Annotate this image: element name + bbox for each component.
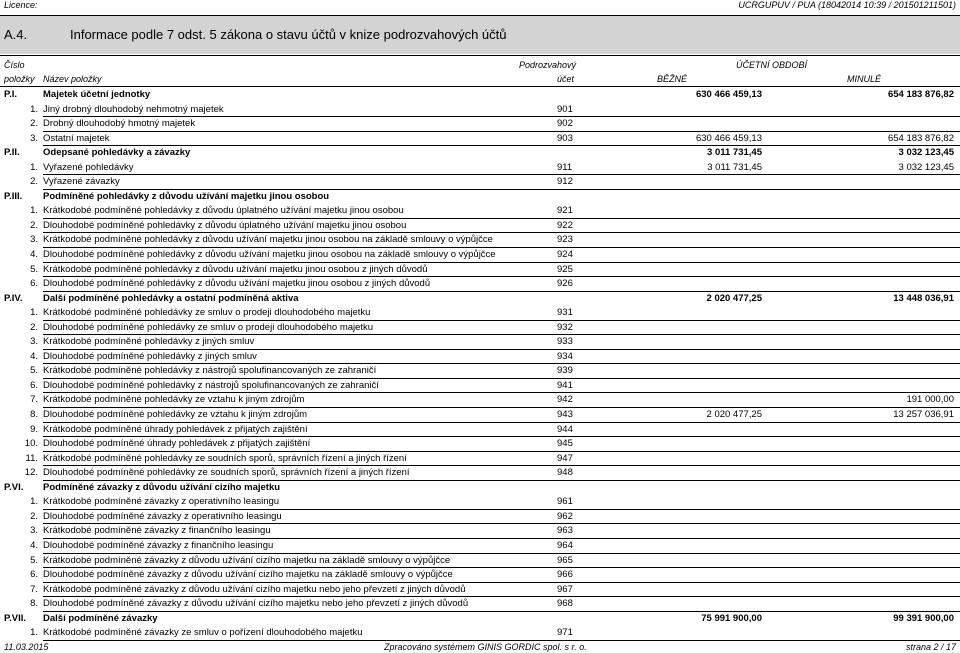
item-account: 921 (557, 205, 573, 217)
item-name: Dlouhodobé podmíněné závazky z důvodu užívání cizího majetku nebo jeho převzetí z jiných důvodů (43, 598, 469, 610)
group-row (0, 146, 960, 161)
item-number: P.I. (4, 89, 18, 100)
table-row (0, 350, 960, 365)
item-account: 962 (557, 510, 573, 522)
item-previous-period: 99 391 900,00 (893, 612, 954, 624)
item-account: 934 (557, 350, 573, 362)
table-row (0, 393, 960, 408)
item-name: Majetek účetní jednotky (43, 89, 151, 100)
item-previous-period: 3 032 123,45 (898, 161, 954, 173)
report-id: UCRGUPUV / PUA (18042014 10:39 / 201501211501) (738, 0, 956, 10)
header-ucetni-obdobi: ÚČETNÍ OBDOBÍ (736, 60, 808, 70)
table-row (0, 452, 960, 467)
item-name: Dlouhodobé podmíněné pohledávky z důvodu užívání majetku jinou osobou z jiných důvodů (43, 278, 431, 290)
item-number: 4. (30, 249, 38, 261)
item-number: 12. (24, 467, 38, 479)
item-account: 925 (557, 263, 573, 275)
header-podrozvahovy: Podrozvahový (519, 60, 577, 70)
item-account: 926 (557, 278, 573, 290)
item-name: Další podmíněné pohledávky a ostatní podmíněná aktiva (43, 292, 299, 304)
item-previous-period: 3 032 123,45 (898, 147, 954, 159)
item-number: 5. (30, 263, 38, 275)
item-number: 1. (30, 496, 38, 508)
item-number: 1. (30, 307, 38, 319)
table-row (0, 524, 960, 539)
table-row (0, 626, 960, 641)
item-number: 3. (30, 525, 38, 537)
item-account: 923 (557, 234, 573, 246)
item-name: Drobný dlouhodobý hmotný majetek (43, 118, 196, 130)
item-name: Krátkodobé podmíněné pohledávky z nástrojů spolufinancovaných ze zahraničí (43, 365, 377, 377)
item-account: 902 (557, 118, 573, 130)
footer-system: Zpracováno systémem GINIS GORDIC spol. s r. o. (384, 642, 587, 652)
item-account: 944 (557, 423, 573, 435)
item-current-period: 2 020 477,25 (706, 292, 762, 304)
header-bottom-rule (0, 86, 960, 87)
item-name: Krátkodobé podmíněné pohledávky z důvodu úplatného užívání majetku jinou osobou (43, 205, 404, 217)
item-number: P.VII. (4, 612, 27, 624)
item-account: 942 (557, 394, 573, 406)
section-number: A.4. (4, 27, 28, 42)
header-minule: MINULÉ (847, 74, 882, 84)
item-number: 3. (30, 234, 38, 246)
item-account: 943 (557, 409, 573, 421)
group-row (0, 190, 960, 205)
item-number: 1. (30, 627, 38, 639)
table-row (0, 175, 960, 190)
item-current-period: 3 011 731,45 (707, 147, 762, 159)
item-name: Dlouhodobé podmíněné závazky z finančního leasingu (43, 539, 274, 551)
table-row (0, 277, 960, 292)
item-name: Dlouhodobé podmíněné závazky z operativního leasingu (43, 510, 282, 522)
item-previous-period: 654 183 876,82 (887, 89, 954, 100)
item-current-period: 630 466 459,13 (695, 89, 762, 100)
item-number: 6. (30, 278, 38, 290)
item-account: 931 (557, 307, 573, 319)
table-row (0, 379, 960, 394)
item-number: P.VI. (4, 481, 24, 493)
header-ucet: účet (557, 74, 575, 84)
table-row (0, 263, 960, 278)
table-row (0, 437, 960, 452)
item-current-period: 630 466 459,13 (695, 132, 762, 144)
item-name: Krátkodobé podmíněné pohledávky ze vztahu k jiným zdrojům (43, 394, 305, 406)
item-number: P.III. (4, 190, 23, 202)
item-name: Dlouhodobé podmíněné pohledávky ze smluv o prodeji dlouhodobého majetku (43, 321, 374, 333)
row-separator (43, 640, 960, 641)
table-row (0, 539, 960, 554)
item-account: 964 (557, 539, 573, 551)
table-row (0, 306, 960, 321)
section-title-bar (0, 15, 960, 54)
item-account: 939 (557, 365, 573, 377)
item-number: P.II. (4, 147, 20, 159)
table-row (0, 495, 960, 510)
table-row (0, 364, 960, 379)
item-name: Dlouhodobé podmíněné pohledávky z nástrojů spolufinancovaných ze zahraničí (43, 379, 379, 391)
item-number: 4. (30, 539, 38, 551)
page-footer (0, 642, 960, 653)
item-number: 5. (30, 554, 38, 566)
table-row (0, 335, 960, 350)
item-account: 941 (557, 379, 573, 391)
item-name: Krátkodobé podmíněné pohledávky z důvodu užívání majetku jinou osobou na základě smlouvy o výpůjčce (43, 234, 493, 246)
table-row (0, 321, 960, 336)
item-account: 963 (557, 525, 573, 537)
item-account: 965 (557, 554, 573, 566)
table-row (0, 510, 960, 525)
item-name: Vyřazené pohledávky (43, 161, 134, 173)
item-previous-period: 13 448 036,91 (893, 292, 954, 304)
item-name: Dlouhodobé podmíněné pohledávky z důvodu užívání majetku jinou osobou na základě smlouvy o výpůjčce (43, 249, 496, 261)
item-number: P.IV. (4, 292, 23, 304)
item-account: 912 (557, 176, 573, 188)
item-name: Podmíněné závazky z důvodu užívání cizího majetku (43, 481, 281, 493)
item-current-period: 2 020 477,25 (706, 409, 762, 421)
item-name: Dlouhodobé podmíněné úhrady pohledávek z přijatých zajištění (43, 438, 311, 450)
header-top-rule (0, 55, 960, 56)
item-account: 947 (557, 452, 573, 464)
item-number: 1. (30, 161, 38, 173)
item-account: 911 (557, 161, 573, 173)
footer-date: 11.03.2015 (4, 642, 49, 652)
item-account: 968 (557, 598, 573, 610)
item-account: 945 (557, 438, 573, 450)
item-name: Jiný drobný dlouhodobý nehmotný majetek (43, 103, 224, 115)
item-name: Krátkodobé podmíněné úhrady pohledávek z přijatých zajištění (43, 423, 308, 435)
item-account: 901 (557, 103, 573, 115)
item-previous-period: 13 257 036,91 (893, 409, 954, 421)
table-row (0, 161, 960, 176)
item-name: Krátkodobé podmíněné pohledávky z jiných smluv (43, 336, 255, 348)
item-name: Krátkodobé podmíněné závazky z operativního leasingu (43, 496, 280, 508)
header-bezne: BĚŽNÉ (657, 74, 688, 84)
item-number: 7. (30, 394, 38, 406)
item-name: Dlouhodobé podmíněné pohledávky ze vztahu k jiným zdrojům (43, 409, 308, 421)
item-name: Krátkodobé podmíněné pohledávky ze soudních sporů, správních řízení a jiných řízení (43, 452, 407, 464)
table-row (0, 466, 960, 481)
item-number: 1. (30, 205, 38, 217)
item-number: 2. (30, 219, 38, 231)
item-number: 1. (30, 103, 38, 115)
item-previous-period: 654 183 876,82 (887, 132, 954, 144)
item-account: 933 (557, 336, 573, 348)
group-row (0, 481, 960, 496)
item-name: Krátkodobé podmíněné závazky z finančního leasingu (43, 525, 271, 537)
item-name: Krátkodobé podmíněné závazky z důvodu užívání cizího majetku na základě smlouvy o výpůjčce (43, 554, 451, 566)
group-row (0, 88, 960, 103)
item-previous-period: 191 000,00 (906, 394, 954, 406)
item-name: Krátkodobé podmíněné závazky ze smluv o pořízení dlouhodobého majetku (43, 627, 363, 639)
group-row (0, 292, 960, 307)
item-account: 966 (557, 569, 573, 581)
licence-label: Licence: (4, 0, 38, 10)
item-name: Krátkodobé podmíněné závazky z důvodu užívání cizího majetku nebo jeho převzetí z jiných důvodů (43, 583, 466, 595)
item-number: 6. (30, 569, 38, 581)
item-name: Vyřazené závazky (43, 176, 120, 188)
item-number: 2. (30, 176, 38, 188)
item-number: 7. (30, 583, 38, 595)
item-account: 932 (557, 321, 573, 333)
item-name: Odepsané pohledávky a závazky (43, 147, 191, 159)
table-row (0, 219, 960, 234)
header-polozky: položky (4, 74, 35, 84)
table-row (0, 103, 960, 118)
item-name: Krátkodobé podmíněné pohledávky z důvodu užívání majetku jinou osobou z jiných důvodů (43, 263, 428, 275)
item-number: 2. (30, 510, 38, 522)
item-number: 2. (30, 118, 38, 130)
item-account: 922 (557, 219, 573, 231)
item-account: 971 (557, 627, 573, 639)
item-number: 2. (30, 321, 38, 333)
item-account: 967 (557, 583, 573, 595)
table-row (0, 408, 960, 423)
header-cislo: Číslo (4, 60, 25, 70)
footer-page: strana 2 / 17 (905, 642, 956, 652)
item-name: Dlouhodobé podmíněné pohledávky z jiných smluv (43, 350, 257, 362)
item-name: Ostatní majetek (43, 132, 110, 144)
table-row (0, 117, 960, 132)
table-row (0, 132, 960, 147)
item-current-period: 75 991 900,00 (701, 612, 762, 624)
table-row (0, 554, 960, 569)
item-account: 903 (557, 132, 573, 144)
item-name: Dlouhodobé podmíněné závazky z důvodu užívání cizího majetku na základě smlouvy o výpůjčce (43, 569, 453, 581)
item-number: 3. (30, 132, 38, 144)
table-row (0, 583, 960, 598)
item-number: 8. (30, 598, 38, 610)
item-account: 948 (557, 467, 573, 479)
item-number: 4. (30, 350, 38, 362)
table-row (0, 233, 960, 248)
items-table (0, 88, 960, 641)
item-account: 961 (557, 496, 573, 508)
table-row (0, 248, 960, 263)
item-number: 8. (30, 409, 38, 421)
item-account: 924 (557, 249, 573, 261)
group-row (0, 612, 960, 627)
table-row (0, 204, 960, 219)
item-number: 9. (30, 423, 38, 435)
header-nazev: Název položky (43, 74, 102, 84)
item-number: 11. (25, 452, 38, 464)
table-row (0, 597, 960, 612)
section-title: Informace podle 7 odst. 5 zákona o stavu účtů v knize podrozvahových účtů (70, 27, 507, 42)
item-number: 3. (30, 336, 38, 348)
item-name: Krátkodobé podmíněné pohledávky ze smluv o prodeji dlouhodobého majetku (43, 307, 371, 319)
table-row (0, 568, 960, 583)
item-number: 6. (30, 379, 38, 391)
item-name: Dlouhodobé podmíněné pohledávky ze soudních sporů, správních řízení a jiných řízení (43, 467, 410, 479)
item-number: 5. (30, 365, 38, 377)
licence-bar (0, 0, 960, 11)
table-row (0, 423, 960, 438)
item-name: Dlouhodobé podmíněné pohledávky z důvodu úplatného užívání majetku jinou osobou (43, 219, 407, 231)
item-number: 10. (24, 438, 38, 450)
item-current-period: 3 011 731,45 (707, 161, 762, 173)
item-name: Další podmíněné závazky (43, 612, 158, 624)
item-name: Podmíněné pohledávky z důvodu užívání majetku jinou osobou (43, 190, 330, 202)
